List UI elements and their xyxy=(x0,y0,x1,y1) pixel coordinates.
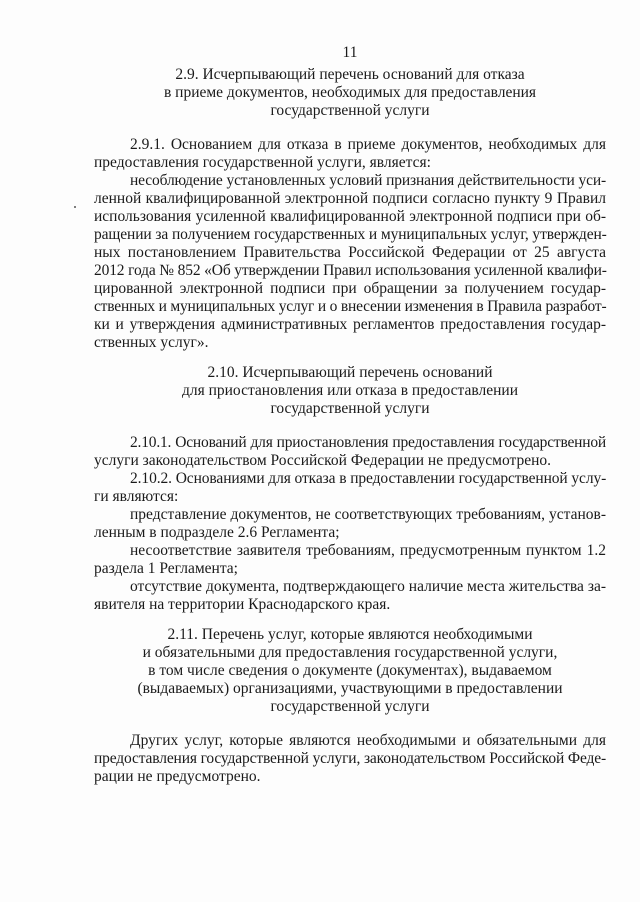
paragraph-line: 2012 года № 852 «Об утверждении Правил использования усиленной квалифи- xyxy=(94,262,607,279)
paragraph-line: услуги законодательством Российской Федерации не предусмотрено. xyxy=(94,452,552,469)
section-2-11-title xyxy=(0,626,640,716)
paragraph-line: ственных и муниципальных услуг и о внесении изменения в Правила разработ- xyxy=(94,298,607,315)
heading-line: 2.10. Исчерпывающий перечень оснований xyxy=(207,364,493,381)
section-2-10-title xyxy=(0,364,640,418)
heading-line: 2.11. Перечень услуг, которые являются необходимыми xyxy=(167,626,533,643)
paragraph-line: ственных услуг». xyxy=(94,334,209,351)
paragraph-line: предоставления государственной услуги, законодательством Российской Феде- xyxy=(94,750,606,767)
heading-line: и обязательными для предоставления государственной услуги, xyxy=(142,644,558,661)
paragraph-line: рации не предусмотрено. xyxy=(94,768,261,785)
paragraph-line: отсутствие документа, подтверждающего наличие места жительства за- xyxy=(130,578,606,595)
heading-line: в приеме документов, необходимых для предоставления xyxy=(163,84,537,101)
paragraph-line: ленной квалифицированной электронной подписи согласно пункту 9 Правил xyxy=(94,190,606,207)
paragraph-line: ки и утверждения административных регламентов предоставления государ- xyxy=(94,316,606,333)
paragraph-line: несоответствие заявителя требованиям, предусмотренным пунктом 1.2 xyxy=(130,542,606,559)
scan-speck xyxy=(74,206,76,208)
paragraph-line: предоставления государственной услуги, является: xyxy=(94,154,431,171)
heading-line: в том числе сведения о документе (документах), выдаваемом xyxy=(148,662,552,679)
heading-line: государственной услуги xyxy=(270,698,430,715)
paragraph-line: Других услуг, которые являются необходимыми и обязательными для xyxy=(130,732,606,749)
paragraph-line: ращении за получением государственных и муниципальных услуг, утвержден- xyxy=(94,226,607,243)
heading-line: 2.9. Исчерпывающий перечень оснований для отказа xyxy=(175,66,525,83)
paragraph-line: ги являются: xyxy=(94,488,179,505)
paragraph-line: несоблюдение установленных условий признания действительности уси- xyxy=(130,172,606,189)
paragraph-line: представление документов, не соответствующих требованиям, установ- xyxy=(130,506,606,523)
paragraph-line: 2.10.1. Оснований для приостановления предоставления государственной xyxy=(130,434,606,451)
paragraph-line: 2.9.1. Основанием для отказа в приеме документов, необходимых для xyxy=(130,136,606,153)
page-number: 11 xyxy=(342,44,358,61)
section-2-9-title xyxy=(0,66,640,120)
paragraph-line: использования усиленной квалифицированной электронной подписи при об- xyxy=(94,208,606,225)
heading-line: для приостановления или отказа в предоставлении xyxy=(181,382,519,399)
paragraph-line: ных постановлением Правительства Российской Федерации от 25 августа xyxy=(94,244,606,261)
paragraph-line: раздела 1 Регламента; xyxy=(94,560,238,577)
heading-line: государственной услуги xyxy=(270,400,430,417)
paragraph-line: цированной электронной подписи при обращении за получением государ- xyxy=(94,280,606,297)
paragraph-line: 2.10.2. Основаниями для отказа в предоставлении государственной услу- xyxy=(130,470,607,487)
paragraph-line: явителя на территории Краснодарского края. xyxy=(94,596,391,613)
heading-line: государственной услуги xyxy=(270,102,430,119)
heading-line: (выдаваемых) организациями, участвующими в предоставлении xyxy=(137,680,563,697)
paragraph-line: ленным в подразделе 2.6 Регламента; xyxy=(94,524,340,541)
